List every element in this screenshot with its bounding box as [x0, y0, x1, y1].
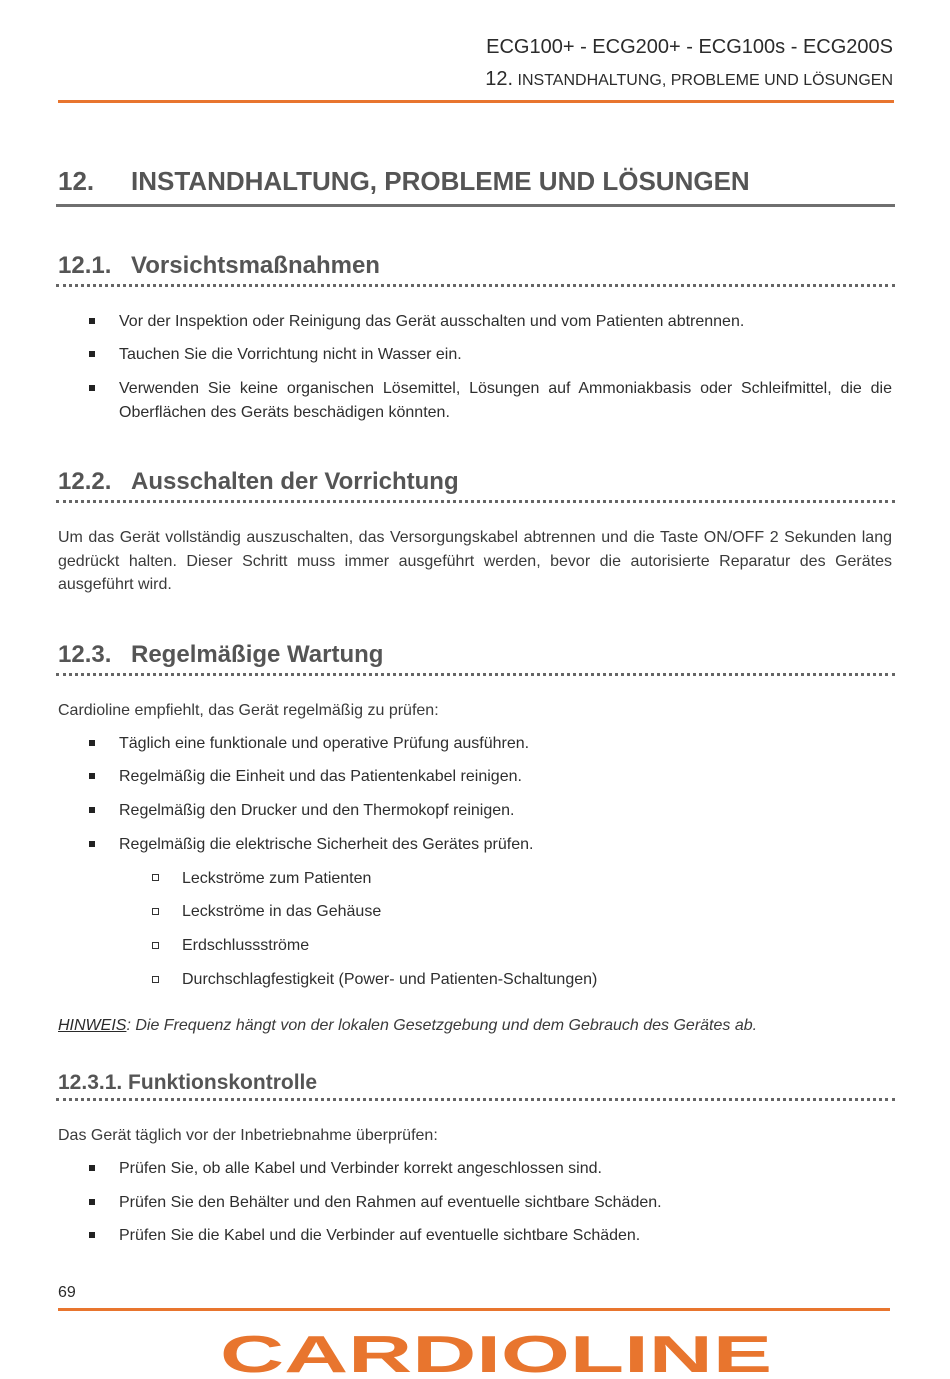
bullet-icon: [89, 1232, 95, 1238]
square-bullet-icon: [152, 874, 159, 881]
chapter-title-rule: [56, 204, 895, 207]
section-number: 12.1.: [58, 252, 112, 279]
section-heading-wartung: [58, 641, 383, 669]
header-chapter-number: 12.: [485, 68, 514, 90]
bullet-icon: [89, 385, 95, 391]
paragraph-intro: Das Gerät täglich vor der Inbetriebnahme überprüfen:: [58, 1127, 438, 1144]
cardioline-logo: [218, 1331, 774, 1377]
bullet-icon: [89, 841, 95, 847]
section-number: 12.2.: [58, 468, 112, 495]
bullet-icon: [89, 1199, 95, 1205]
list-item: Vor der Inspektion oder Reinigung das Gerät ausschalten und vom Patienten abtrennen.: [119, 313, 745, 330]
square-bullet-icon: [152, 976, 159, 983]
paragraph-intro: Cardioline empfiehlt, das Gerät regelmäßig zu prüfen:: [58, 702, 439, 719]
section-heading-ausschalten: [58, 468, 459, 496]
list-item: Tauchen Sie die Vorrichtung nicht in Wasser ein.: [119, 346, 462, 363]
header-chapter-title: INSTANDHALTUNG, PROBLEME UND LÖSUNGEN: [517, 72, 893, 89]
bullet-icon: [89, 1165, 95, 1171]
chapter-title: [58, 166, 750, 197]
header-rule: [58, 100, 894, 103]
section-number: 12.3.: [58, 641, 112, 668]
list-item: Prüfen Sie, ob alle Kabel und Verbinder korrekt angeschlossen sind.: [119, 1160, 602, 1177]
section-divider: [56, 673, 895, 676]
section-title: Vorsichtsmaßnahmen: [131, 252, 380, 279]
section-divider: [56, 284, 895, 287]
sub-list-item: Erdschlussströme: [182, 937, 310, 954]
sub-list-item: Durchschlagfestigkeit (Power- und Patienten-Schaltungen): [182, 971, 598, 988]
note: [58, 1014, 757, 1038]
section-divider: [56, 500, 895, 503]
square-bullet-icon: [152, 908, 159, 915]
footer-rule: [58, 1308, 890, 1311]
bullet-icon: [89, 740, 95, 746]
square-bullet-icon: [152, 942, 159, 949]
paragraph: Um das Gerät vollständig auszuschalten, das Versorgungskabel abtrennen und die Taste ON/OFF 2 Sekunden lang gedrückt halten. Dieser Schritt muss immer ausgeführt werden, bevor die autorisierte Reparatur des Gerätes ausgeführt wird.: [58, 529, 892, 593]
chapter-number: 12.: [58, 166, 95, 196]
bullet-icon: [89, 351, 95, 357]
logo-wordmark: CARDIOLINE: [220, 1331, 772, 1377]
bullet-icon: [89, 318, 95, 324]
list-item: Verwenden Sie keine organischen Lösemittel, Lösungen auf Ammoniakbasis oder Schleifmittel, die die Oberflächen des Geräts beschädigen könnten.: [119, 380, 892, 421]
sub-list-item: Leckströme zum Patienten: [182, 870, 372, 887]
subsection-heading-funktionskontrolle: 12.3.1. Funktionskontrolle: [58, 1071, 318, 1094]
section-title: Regelmäßige Wartung: [131, 641, 384, 668]
bullet-icon: [89, 773, 95, 779]
header-chapter: [485, 68, 893, 91]
section-heading-vorsichtsmassnahmen: [58, 252, 380, 280]
page-number: 69: [58, 1284, 76, 1301]
list-item: Regelmäßig die elektrische Sicherheit des Gerätes prüfen.: [119, 836, 534, 853]
note-text: : Die Frequenz hängt von der lokalen Gesetzgebung und dem Gebrauch des Gerätes ab.: [126, 1017, 758, 1034]
list-item: Prüfen Sie den Behälter und den Rahmen auf eventuelle sichtbare Schäden.: [119, 1194, 662, 1211]
header-models: ECG100+ - ECG200+ - ECG100s - ECG200S: [486, 36, 893, 58]
bullet-icon: [89, 807, 95, 813]
list-item: Regelmäßig den Drucker und den Thermokopf reinigen.: [119, 802, 515, 819]
section-divider: [56, 1098, 895, 1101]
list-item: Prüfen Sie die Kabel und die Verbinder auf eventuelle sichtbare Schäden.: [119, 1227, 641, 1244]
list-item: Täglich eine funktionale und operative Prüfung ausführen.: [119, 735, 530, 752]
chapter-title-text: INSTANDHALTUNG, PROBLEME UND LÖSUNGEN: [131, 166, 750, 196]
list-item: Regelmäßig die Einheit und das Patientenkabel reinigen.: [119, 768, 522, 785]
note-label: HINWEIS: [58, 1017, 127, 1034]
sub-list-item: Leckströme in das Gehäuse: [182, 903, 382, 920]
section-title: Ausschalten der Vorrichtung: [131, 468, 459, 495]
